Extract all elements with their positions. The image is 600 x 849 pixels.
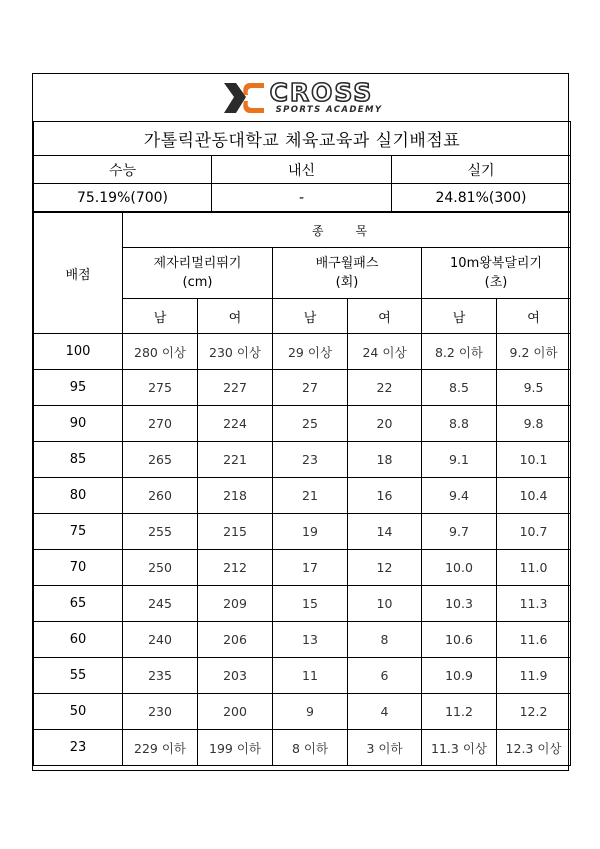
record-cell: 17 — [273, 550, 348, 586]
record-cell: 209 — [198, 586, 273, 622]
sex-label: 여 — [497, 299, 571, 334]
record-cell: 14 — [348, 514, 422, 550]
score-cell: 85 — [34, 442, 123, 478]
record-cell: 10.1 — [497, 442, 571, 478]
ratio-header-suneung: 수능 — [34, 156, 212, 184]
event-name: 10m왕복달리기 — [450, 256, 543, 271]
score-cell: 55 — [34, 658, 123, 694]
page-title: 가톨릭관동대학교 체육교육과 실기배점표 — [34, 122, 571, 156]
record-cell: 200 — [198, 694, 273, 730]
ratio-header-naesin: 내신 — [212, 156, 392, 184]
header-table — [33, 74, 571, 212]
table-row — [34, 334, 571, 370]
record-cell: 9.1 — [422, 442, 497, 478]
event-10m-shuttle-run — [422, 248, 571, 299]
event-unit: (회) — [335, 275, 359, 290]
record-cell: 265 — [123, 442, 198, 478]
record-cell: 212 — [198, 550, 273, 586]
record-cell: 215 — [198, 514, 273, 550]
record-cell: 10.9 — [422, 658, 497, 694]
record-cell: 18 — [348, 442, 422, 478]
sex-label: 남 — [273, 299, 348, 334]
table-row — [34, 586, 571, 622]
record-cell: 255 — [123, 514, 198, 550]
record-cell: 8.8 — [422, 406, 497, 442]
sex-label: 여 — [348, 299, 422, 334]
record-cell: 12 — [348, 550, 422, 586]
table-row — [34, 514, 571, 550]
event-unit: (초) — [484, 275, 508, 290]
table-row — [34, 550, 571, 586]
table-row — [34, 406, 571, 442]
record-cell: 15 — [273, 586, 348, 622]
logo-area — [34, 74, 571, 122]
score-cell: 70 — [34, 550, 123, 586]
record-cell: 11.0 — [497, 550, 571, 586]
event-name: 제자리멀리뛰기 — [153, 256, 242, 271]
record-cell: 275 — [123, 370, 198, 406]
record-cell: 10.3 — [422, 586, 497, 622]
record-cell: 203 — [198, 658, 273, 694]
record-cell: 260 — [123, 478, 198, 514]
logo-brand-text: CROSS — [269, 77, 374, 107]
record-cell: 25 — [273, 406, 348, 442]
record-cell: 230 이상 — [198, 334, 273, 370]
score-cell: 50 — [34, 694, 123, 730]
record-cell: 19 — [273, 514, 348, 550]
record-cell: 10.6 — [422, 622, 497, 658]
ratio-value-naesin: - — [212, 184, 392, 212]
record-cell: 22 — [348, 370, 422, 406]
record-cell: 23 — [273, 442, 348, 478]
sex-label: 남 — [123, 299, 198, 334]
record-cell: 230 — [123, 694, 198, 730]
record-cell: 20 — [348, 406, 422, 442]
table-row — [34, 658, 571, 694]
record-cell: 24 이상 — [348, 334, 422, 370]
score-cell: 90 — [34, 406, 123, 442]
record-cell: 8.5 — [422, 370, 497, 406]
cross-x-icon — [222, 81, 266, 115]
table-row — [34, 622, 571, 658]
record-cell: 218 — [198, 478, 273, 514]
logo-subtitle-text: SPORTS ACADEMY — [275, 104, 383, 115]
sex-label: 여 — [198, 299, 273, 334]
record-cell: 12.2 — [497, 694, 571, 730]
record-cell: 280 이상 — [123, 334, 198, 370]
ratio-value-silgi: 24.81%(300) — [392, 184, 571, 212]
record-cell: 240 — [123, 622, 198, 658]
record-cell: 10.0 — [422, 550, 497, 586]
score-cell: 65 — [34, 586, 123, 622]
sex-label: 남 — [422, 299, 497, 334]
record-cell: 11.9 — [497, 658, 571, 694]
table-row — [34, 478, 571, 514]
record-cell: 21 — [273, 478, 348, 514]
record-cell: 11.6 — [497, 622, 571, 658]
record-cell: 4 — [348, 694, 422, 730]
record-cell: 221 — [198, 442, 273, 478]
record-cell: 9.7 — [422, 514, 497, 550]
table-row — [34, 730, 571, 766]
record-cell: 6 — [348, 658, 422, 694]
record-cell: 12.3 이상 — [497, 730, 571, 766]
event-standing-long-jump — [123, 248, 273, 299]
event-volleyball-wall-pass — [273, 248, 422, 299]
ratio-value-suneung: 75.19%(700) — [34, 184, 212, 212]
record-cell: 11 — [273, 658, 348, 694]
record-cell: 9 — [273, 694, 348, 730]
record-cell: 270 — [123, 406, 198, 442]
record-cell: 8.2 이하 — [422, 334, 497, 370]
record-cell: 10.4 — [497, 478, 571, 514]
event-name: 배구월패스 — [315, 256, 379, 271]
score-sheet — [32, 73, 569, 771]
event-unit: (cm) — [182, 275, 213, 290]
score-cell: 60 — [34, 622, 123, 658]
events-header: 종 목 — [123, 213, 571, 248]
record-cell: 227 — [198, 370, 273, 406]
record-cell: 250 — [123, 550, 198, 586]
record-cell: 11.3 — [497, 586, 571, 622]
score-cell: 23 — [34, 730, 123, 766]
score-column-header: 배점 — [34, 213, 123, 334]
score-cell: 95 — [34, 370, 123, 406]
record-cell: 27 — [273, 370, 348, 406]
table-row — [34, 370, 571, 406]
record-cell: 10 — [348, 586, 422, 622]
record-cell: 206 — [198, 622, 273, 658]
record-cell: 29 이상 — [273, 334, 348, 370]
record-cell: 235 — [123, 658, 198, 694]
record-cell: 229 이하 — [123, 730, 198, 766]
table-row — [34, 694, 571, 730]
record-cell: 245 — [123, 586, 198, 622]
record-cell: 8 이하 — [273, 730, 348, 766]
record-cell: 3 이하 — [348, 730, 422, 766]
record-cell: 9.4 — [422, 478, 497, 514]
score-cell: 80 — [34, 478, 123, 514]
record-cell: 11.2 — [422, 694, 497, 730]
record-cell: 9.5 — [497, 370, 571, 406]
record-cell: 199 이하 — [198, 730, 273, 766]
record-cell: 8 — [348, 622, 422, 658]
record-cell: 16 — [348, 478, 422, 514]
record-cell: 9.2 이하 — [497, 334, 571, 370]
score-cell: 100 — [34, 334, 123, 370]
record-cell: 13 — [273, 622, 348, 658]
record-cell: 9.8 — [497, 406, 571, 442]
score-rows — [34, 334, 571, 766]
score-table — [33, 212, 571, 766]
table-row — [34, 442, 571, 478]
record-cell: 224 — [198, 406, 273, 442]
record-cell: 11.3 이상 — [422, 730, 497, 766]
record-cell: 10.7 — [497, 514, 571, 550]
cross-logo — [34, 77, 571, 115]
score-cell: 75 — [34, 514, 123, 550]
ratio-header-silgi: 실기 — [392, 156, 571, 184]
